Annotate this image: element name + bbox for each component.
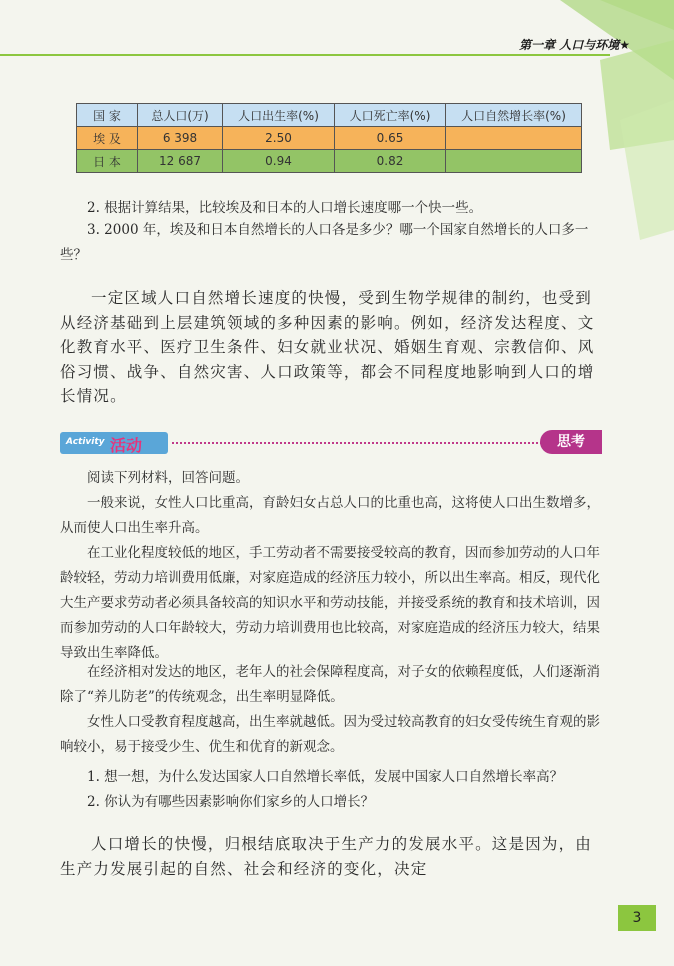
activity-label-zh: 活动 bbox=[110, 436, 143, 455]
table-cell bbox=[446, 127, 582, 150]
table-header-cell: 人口死亡率(%) bbox=[335, 104, 446, 127]
think-badge: 思考 bbox=[540, 430, 602, 454]
table-header-cell: 总人口(万) bbox=[138, 104, 223, 127]
table-row bbox=[77, 127, 582, 150]
activity-question-1: 1. 想一想，为什么发达国家人口自然增长率低，发展中国家人口自然增长率高？ bbox=[87, 769, 564, 785]
population-table bbox=[76, 103, 582, 173]
activity-material-2: 在工业化程度较低的地区，手工劳动者不需要接受较高的教育，因而参加劳动的人口年龄较轻，劳动力培训费用低廉，对家庭造成的经济压力较小，所以出生率高。相反，现代化大生产要求劳动者必须具备较高的知识水平和劳动技能，并接受系统的教育和技术培训，因而参加劳动的人口年龄较大，劳动力培训费用也比较高，对家庭造成的经济压力较大，结果导致出生率降低。 bbox=[60, 545, 600, 661]
body-paragraph-2: 人口增长的快慢，归根结底取决于生产力的发展水平。这是因为，由生产力发展引起的自然、社会和经济的变化，决定 bbox=[60, 835, 593, 878]
table-cell: 0.94 bbox=[223, 150, 335, 173]
table-cell: 0.65 bbox=[335, 127, 446, 150]
table-cell: 日 本 bbox=[77, 150, 138, 173]
activity-badge bbox=[60, 432, 168, 454]
activity-label-en: Activity bbox=[66, 437, 105, 447]
table-header-cell: 人口出生率(%) bbox=[223, 104, 335, 127]
activity-material-4: 女性人口受教育程度越高，出生率就越低。因为受过较高教育的妇女受传统生育观的影响较小，易于接受少生、优生和优育的新观念。 bbox=[60, 714, 600, 755]
table-cell: 0.82 bbox=[335, 150, 446, 173]
table-cell: 2.50 bbox=[223, 127, 335, 150]
table-header-row bbox=[77, 104, 582, 127]
dotted-divider bbox=[172, 442, 582, 444]
activity-question-2: 2. 你认为有哪些因素影响你们家乡的人口增长？ bbox=[87, 794, 375, 810]
table-cell: 6 398 bbox=[138, 127, 223, 150]
chapter-header: 第一章 人口与环境★ bbox=[519, 38, 630, 52]
body-paragraph-1: 一定区域人口自然增长速度的快慢，受到生物学规律的制约，也受到从经济基础到上层建筑领域的多种因素的影响。例如，经济发达程度、文化教育水平、医疗卫生条件、妇女就业状况、婚姻生育观、宗教信仰、风俗习惯、战争、自然灾害、人口政策等，都会不同程度地影响到人口的增长情况。 bbox=[60, 289, 595, 405]
question-3: 3. 2000 年，埃及和日本自然增长的人口各是多少？哪一个国家自然增长的人口多一些？ bbox=[60, 222, 589, 263]
table-cell bbox=[446, 150, 582, 173]
table-cell: 12 687 bbox=[138, 150, 223, 173]
header-rule bbox=[0, 54, 610, 56]
table-header-cell: 人口自然增长率(%) bbox=[446, 104, 582, 127]
activity-intro: 阅读下列材料，回答问题。 bbox=[87, 470, 249, 486]
activity-material-1: 一般来说，女性人口比重高，育龄妇女占总人口的比重也高，这将使人口出生数增多，从而使人口出生率升高。 bbox=[60, 495, 600, 536]
question-2: 2. 根据计算结果，比较埃及和日本的人口增长速度哪一个快一些。 bbox=[87, 200, 483, 216]
page-number: 3 bbox=[618, 905, 656, 931]
table-cell: 埃 及 bbox=[77, 127, 138, 150]
table-header-cell: 国 家 bbox=[77, 104, 138, 127]
activity-banner bbox=[60, 430, 602, 456]
activity-material-3: 在经济相对发达的地区，老年人的社会保障程度高，对子女的依赖程度低，人们逐渐消除了“养儿防老”的传统观念，出生率明显降低。 bbox=[60, 664, 600, 705]
table-row bbox=[77, 150, 582, 173]
